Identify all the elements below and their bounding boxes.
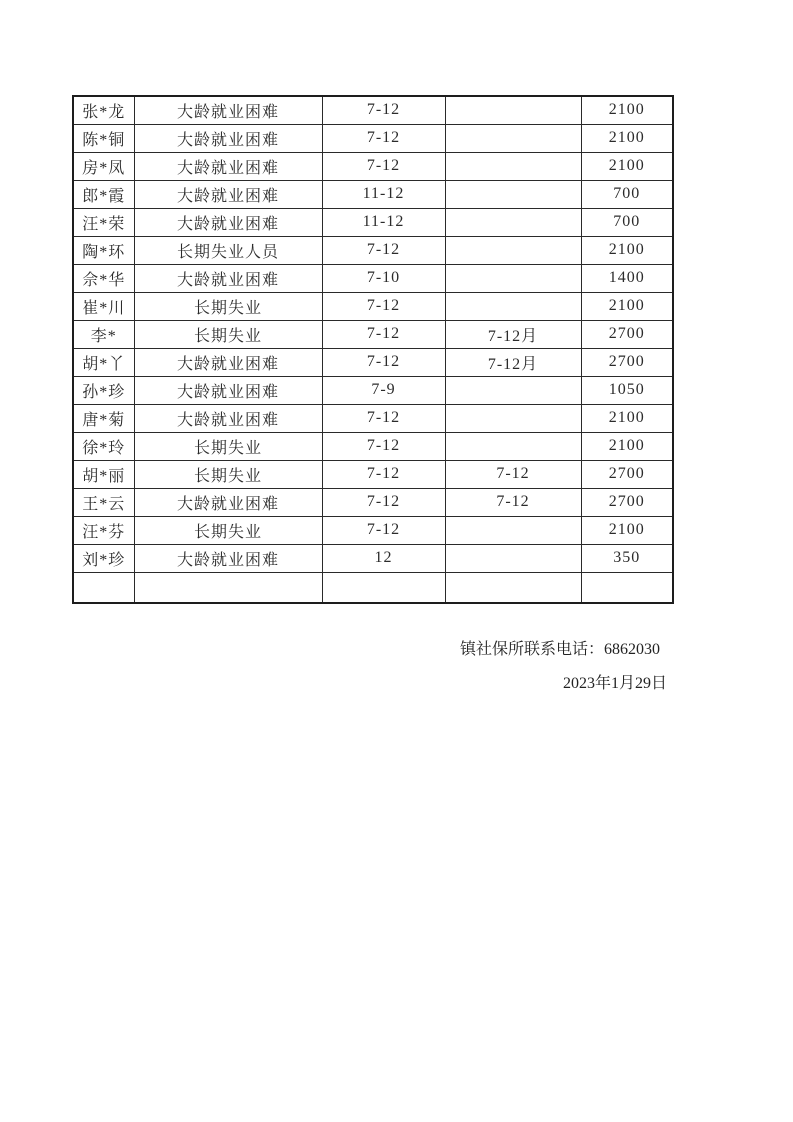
table-row bbox=[73, 180, 673, 208]
table-row bbox=[73, 320, 673, 348]
amount-cell: 700 bbox=[581, 180, 673, 208]
name-cell bbox=[73, 572, 134, 603]
contact-phone-text: 镇社保所联系电话：6862030 bbox=[459, 641, 660, 658]
name-cell: 佘*华 bbox=[73, 264, 134, 292]
months-cell: 7-12 bbox=[322, 516, 445, 544]
grant-months-cell bbox=[445, 236, 581, 264]
name-cell: 胡*丫 bbox=[73, 348, 134, 376]
amount-cell: 2100 bbox=[581, 404, 673, 432]
category-cell: 长期失业 bbox=[134, 292, 322, 320]
document-date-text: 2023年1月29日 bbox=[562, 675, 667, 692]
amount-cell bbox=[581, 572, 673, 603]
grant-months-cell bbox=[445, 432, 581, 460]
months-cell: 7-12 bbox=[322, 320, 445, 348]
category-cell: 大龄就业困难 bbox=[134, 488, 322, 516]
name-cell: 孙*珍 bbox=[73, 376, 134, 404]
grant-months-cell bbox=[445, 96, 581, 124]
grant-months-cell bbox=[445, 124, 581, 152]
grant-months-cell bbox=[445, 516, 581, 544]
grant-months-cell bbox=[445, 208, 581, 236]
table-row bbox=[73, 572, 673, 603]
amount-cell: 2100 bbox=[581, 124, 673, 152]
amount-cell: 2100 bbox=[581, 152, 673, 180]
name-cell: 陈*铜 bbox=[73, 124, 134, 152]
months-cell: 7-9 bbox=[322, 376, 445, 404]
months-cell: 7-12 bbox=[322, 348, 445, 376]
category-cell: 大龄就业困难 bbox=[134, 96, 322, 124]
amount-cell: 2100 bbox=[581, 96, 673, 124]
amount-cell: 1050 bbox=[581, 376, 673, 404]
category-cell: 长期失业 bbox=[134, 432, 322, 460]
table-row bbox=[73, 460, 673, 488]
grant-months-cell bbox=[445, 292, 581, 320]
table-row bbox=[73, 488, 673, 516]
name-cell: 汪*芬 bbox=[73, 516, 134, 544]
table-row bbox=[73, 208, 673, 236]
table-row bbox=[73, 516, 673, 544]
amount-cell: 2100 bbox=[581, 292, 673, 320]
months-cell: 7-12 bbox=[322, 152, 445, 180]
months-cell: 7-12 bbox=[322, 96, 445, 124]
table-row bbox=[73, 544, 673, 572]
grant-months-cell: 7-12月 bbox=[445, 348, 581, 376]
category-cell: 长期失业 bbox=[134, 460, 322, 488]
amount-cell: 2100 bbox=[581, 516, 673, 544]
months-cell: 12 bbox=[322, 544, 445, 572]
category-cell: 大龄就业困难 bbox=[134, 180, 322, 208]
months-cell: 7-12 bbox=[322, 292, 445, 320]
name-cell: 崔*川 bbox=[73, 292, 134, 320]
name-cell: 李* bbox=[73, 320, 134, 348]
months-cell: 7-12 bbox=[322, 488, 445, 516]
category-cell: 大龄就业困难 bbox=[134, 348, 322, 376]
name-cell: 刘*珍 bbox=[73, 544, 134, 572]
grant-months-cell bbox=[445, 264, 581, 292]
months-cell: 11-12 bbox=[322, 208, 445, 236]
category-cell: 大龄就业困难 bbox=[134, 404, 322, 432]
category-cell: 大龄就业困难 bbox=[134, 152, 322, 180]
amount-cell: 2700 bbox=[581, 348, 673, 376]
months-cell: 7-12 bbox=[322, 236, 445, 264]
table-row bbox=[73, 376, 673, 404]
name-cell: 张*龙 bbox=[73, 96, 134, 124]
name-cell: 王*云 bbox=[73, 488, 134, 516]
table-row bbox=[73, 348, 673, 376]
category-cell: 长期失业 bbox=[134, 320, 322, 348]
grant-months-cell: 7-12月 bbox=[445, 320, 581, 348]
name-cell: 汪*荣 bbox=[73, 208, 134, 236]
months-cell: 7-10 bbox=[322, 264, 445, 292]
months-cell: 7-12 bbox=[322, 124, 445, 152]
category-cell: 长期失业人员 bbox=[134, 236, 322, 264]
name-cell: 胡*丽 bbox=[73, 460, 134, 488]
subsidy-table bbox=[72, 95, 674, 604]
amount-cell: 2100 bbox=[581, 432, 673, 460]
amount-cell: 2700 bbox=[581, 488, 673, 516]
amount-cell: 700 bbox=[581, 208, 673, 236]
category-cell: 大龄就业困难 bbox=[134, 544, 322, 572]
amount-cell: 1400 bbox=[581, 264, 673, 292]
name-cell: 郎*霞 bbox=[73, 180, 134, 208]
amount-cell: 2700 bbox=[581, 460, 673, 488]
category-cell: 大龄就业困难 bbox=[134, 376, 322, 404]
grant-months-cell bbox=[445, 404, 581, 432]
category-cell: 大龄就业困难 bbox=[134, 124, 322, 152]
grant-months-cell: 7-12 bbox=[445, 460, 581, 488]
name-cell: 房*凤 bbox=[73, 152, 134, 180]
months-cell bbox=[322, 572, 445, 603]
category-cell: 大龄就业困难 bbox=[134, 264, 322, 292]
amount-cell: 2700 bbox=[581, 320, 673, 348]
months-cell: 7-12 bbox=[322, 404, 445, 432]
table-row bbox=[73, 264, 673, 292]
grant-months-cell bbox=[445, 152, 581, 180]
name-cell: 徐*玲 bbox=[73, 432, 134, 460]
name-cell: 唐*菊 bbox=[73, 404, 134, 432]
table-row bbox=[73, 432, 673, 460]
months-cell: 7-12 bbox=[322, 460, 445, 488]
table-row bbox=[73, 404, 673, 432]
table-row bbox=[73, 292, 673, 320]
grant-months-cell bbox=[445, 180, 581, 208]
table-row bbox=[73, 152, 673, 180]
category-cell: 长期失业 bbox=[134, 516, 322, 544]
grant-months-cell: 7-12 bbox=[445, 488, 581, 516]
amount-cell: 2100 bbox=[581, 236, 673, 264]
months-cell: 7-12 bbox=[322, 432, 445, 460]
months-cell: 11-12 bbox=[322, 180, 445, 208]
category-cell bbox=[134, 572, 322, 603]
amount-cell: 350 bbox=[581, 544, 673, 572]
grant-months-cell bbox=[445, 376, 581, 404]
table-row bbox=[73, 96, 673, 124]
grant-months-cell bbox=[445, 544, 581, 572]
name-cell: 陶*环 bbox=[73, 236, 134, 264]
category-cell: 大龄就业困难 bbox=[134, 208, 322, 236]
table-row bbox=[73, 124, 673, 152]
grant-months-cell bbox=[445, 572, 581, 603]
table-row bbox=[73, 236, 673, 264]
